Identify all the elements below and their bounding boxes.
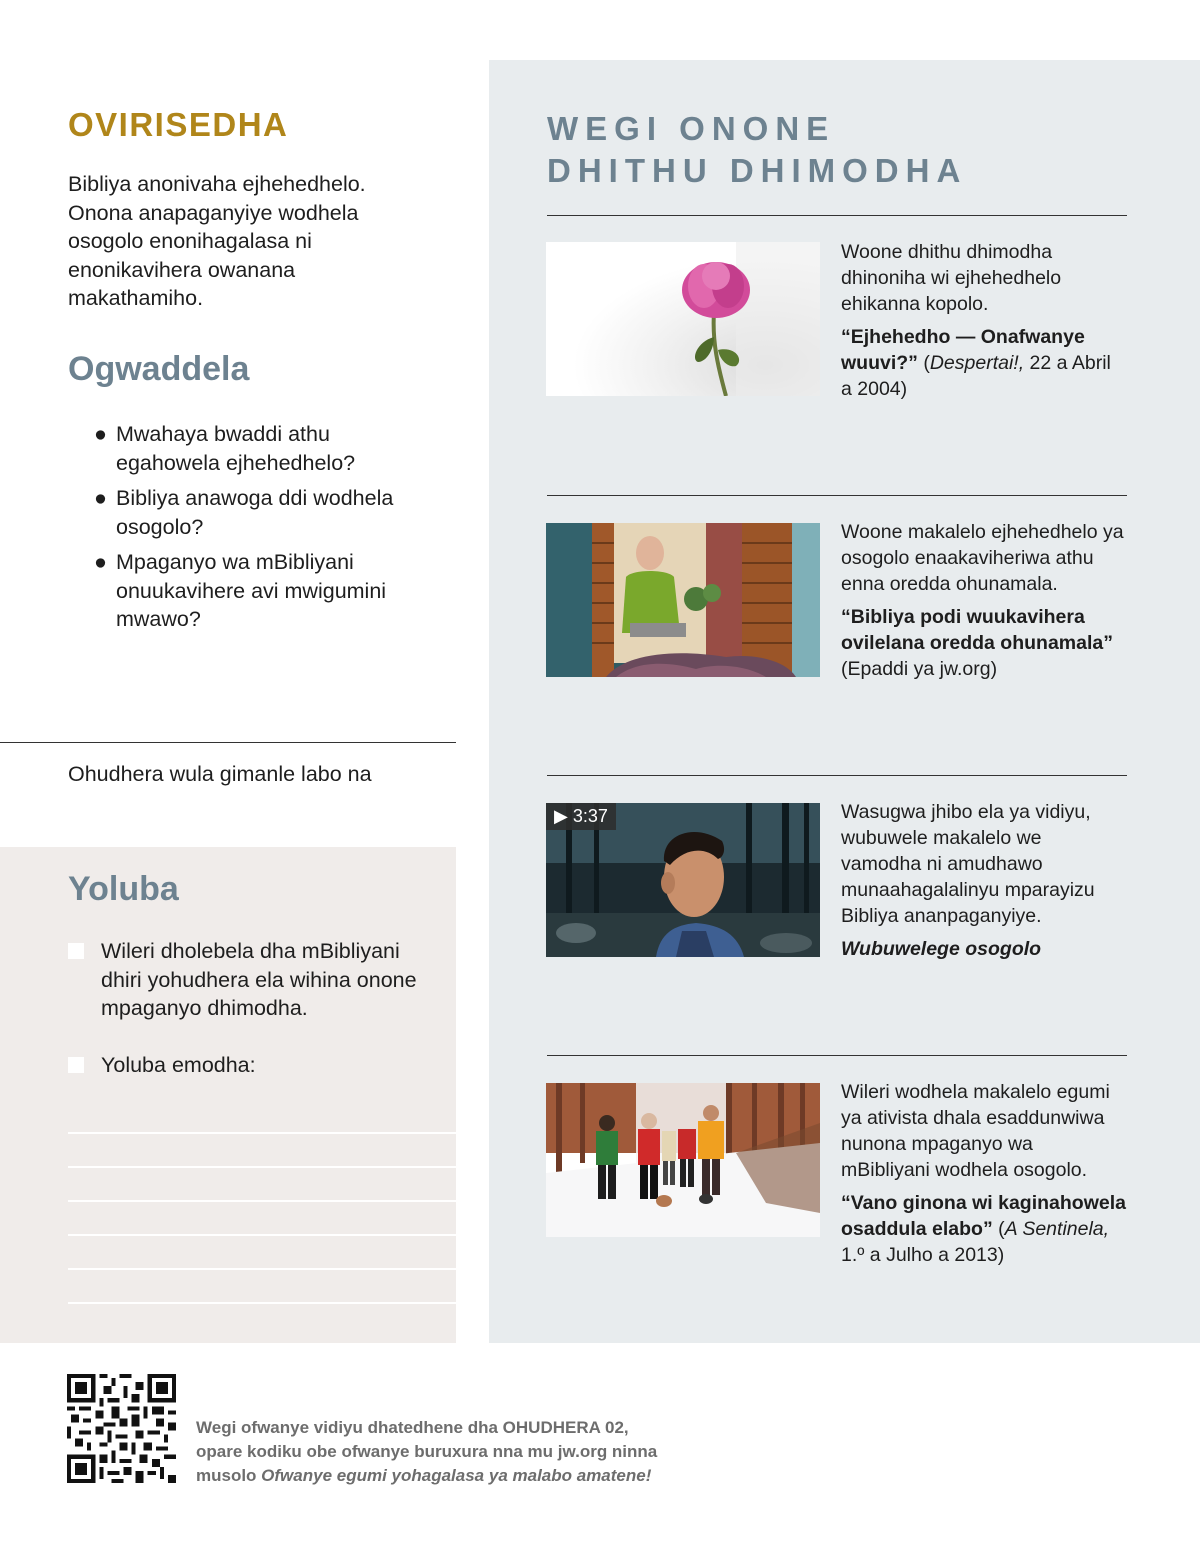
discussion-question: ● Bibliya anawoga ddi wodhela osogolo? [94,486,394,539]
write-line[interactable] [68,1302,456,1304]
bullet: ● [94,550,107,574]
item-reference[interactable]: “Vano ginona wi kaginahowela osaddula elabo” (A Sentinela, 1.º a Julho a 2013) [841,1192,1126,1266]
write-line[interactable] [68,1166,456,1168]
item-description: Woone dhithu dhimodha dhinoniha wi ejhehedhelo ehikanna kopolo. [841,241,1062,315]
discussion-question: ● Mpaganyo wa mBibliyani onuukavihere avi mwigumini mwawo? [94,550,387,631]
discussion-questions [92,420,432,641]
write-line[interactable] [68,1132,456,1134]
discussion-title: Ogwaddela [68,350,250,388]
discussion-question: ● Mwahaya bwaddi athu egahowela ejhehedhelo? [94,422,356,475]
item-reference[interactable]: “Bibliya podi wuukavihera ovilelana oredda ohunamala” (Epaddi ya jw.org) [841,606,1113,680]
try-item-label: Wileri dholebela dha mBibliyani dhiri yohudhera ela wihina onone mpaganyo dhimodha. [101,939,417,1020]
divider [0,742,456,743]
review-text: Bibliya anonivaha ejhehedhelo. Onona anapaganyiye wodhela osogolo enonihagalasa ni enonikavihera owanana makathamiho. [68,172,366,310]
bullet: ● [94,422,107,446]
play-icon: ▶ [554,806,568,826]
item-reference[interactable]: “Ejhehedho — Onafwanye wuuvi?” (Despertai!, 22 a Abril a 2004) [841,326,1111,400]
try-item-label: Yoluba emodha: [101,1053,256,1077]
video-duration-badge: ▶ 3:37 [546,803,616,830]
qr-code[interactable] [67,1374,176,1483]
write-line[interactable] [68,1268,456,1270]
man-in-wheelchair-photo[interactable] [546,523,820,677]
man-looking-up-video-still[interactable] [546,803,820,957]
write-line[interactable] [68,1200,456,1202]
item-description: Woone makalelo ejhehedhelo ya osogolo enaakaviheriwa athu enna oredda ohunamala. [841,521,1124,595]
next-study-text: Ohudhera wula gimanle labo na [68,762,372,786]
explore-title: WEGI ONONE DHITHU DHIMODHA [547,110,968,189]
pink-flower-photo[interactable] [546,242,820,396]
item-description: Wasugwa jhibo ela ya vidiyu, wubuwele makalelo we vamodha ni amudhawo munaahagalalinyu mparayizu Bibliya ananpaganyiye. [841,801,1095,927]
checkbox[interactable] [68,1057,84,1073]
item-description: Wileri wodhela makalelo egumi ya ativista dhala esaddunwiwa nunona mpaganyo wa mBibliyani wodhela osogolo. [841,1081,1110,1181]
family-walking-in-snow-photo[interactable] [546,1083,820,1237]
bullet: ● [94,486,107,510]
divider [547,1055,1127,1056]
write-line[interactable] [68,1234,456,1236]
try-title: Yoluba [68,870,179,908]
divider [547,775,1127,776]
divider [547,215,1127,216]
checkbox[interactable] [68,943,84,959]
footer-text: Wegi ofwanye vidiyu dhatedhene dha OHUDHERA 02, opare kodiku obe ofwanye buruxura nna mu jw.org ninna musolo Ofwanye egumi yohagalasa ya malabo amatene! [196,1418,658,1485]
divider [547,495,1127,496]
item-reference[interactable]: Wubuwelege osogolo [841,938,1042,960]
review-title: OVIRISEDHA [68,106,289,143]
